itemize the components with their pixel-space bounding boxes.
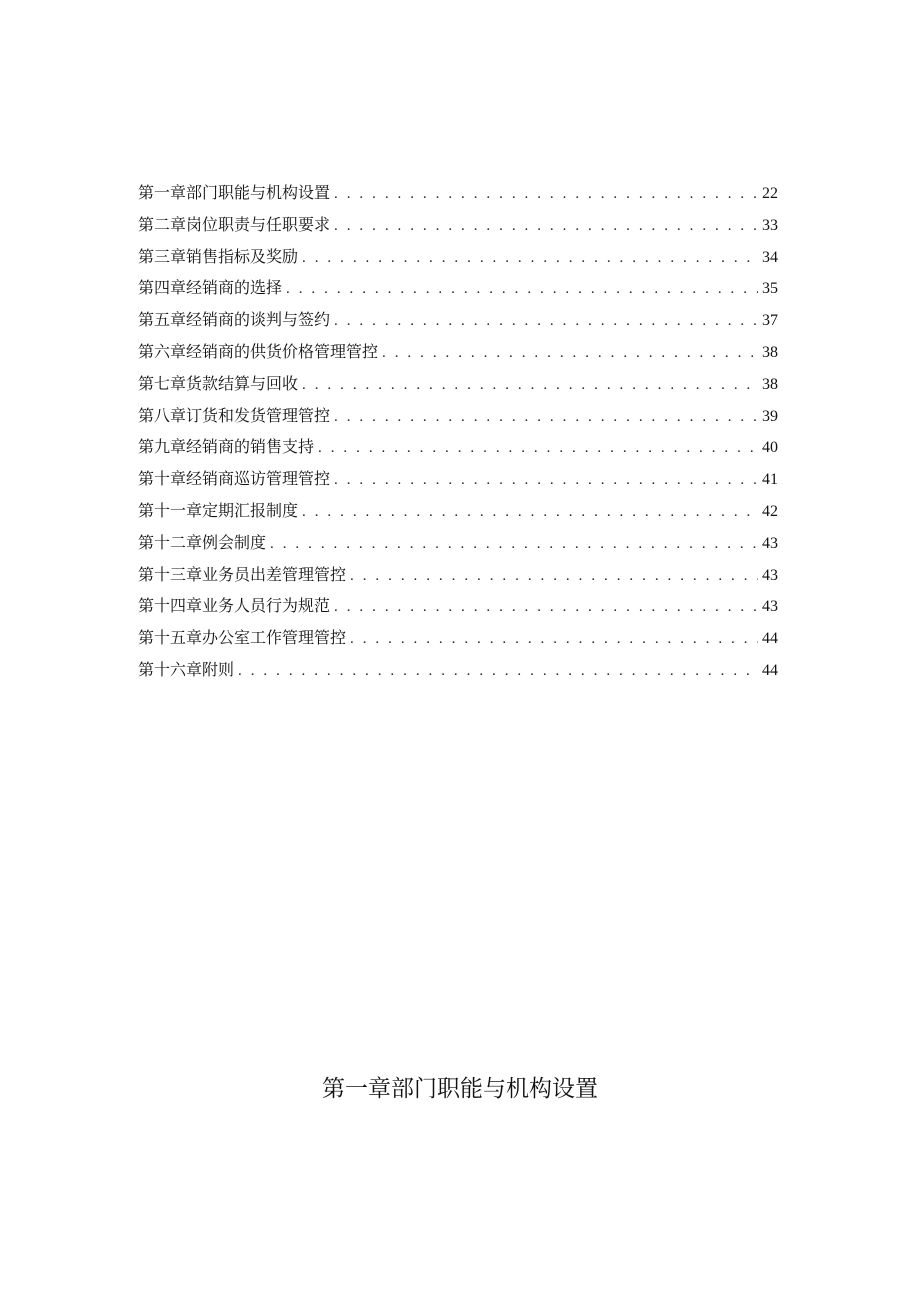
toc-leader-dots: [302, 370, 758, 402]
toc-entry-title: 第七章货款结算与回收: [138, 373, 299, 393]
toc-entry[interactable]: [138, 590, 778, 622]
toc-entry-title: 第一章部门职能与机构设置: [138, 183, 331, 202]
toc-entry-title: 第二章岗位职责与任职要求: [138, 214, 331, 234]
toc-entry-page: 44: [762, 630, 778, 648]
toc-entry-page: 35: [762, 280, 778, 298]
toc-entry[interactable]: [138, 622, 778, 654]
toc-entry[interactable]: [138, 336, 778, 368]
toc-leader-dots: [302, 497, 758, 529]
toc-leader-dots: [334, 592, 758, 624]
toc-entry[interactable]: [138, 272, 778, 304]
toc-entry-page: 40: [762, 439, 778, 457]
toc-entry[interactable]: [138, 177, 778, 209]
toc-entry[interactable]: [138, 368, 778, 400]
table-of-contents: [138, 177, 778, 686]
toc-entry[interactable]: [138, 463, 778, 495]
toc-entry[interactable]: [138, 400, 778, 432]
toc-entry-page: 33: [762, 216, 778, 234]
toc-entry-page: 38: [762, 375, 778, 393]
toc-entry-title: 第八章订货和发货管理管控: [138, 405, 331, 425]
toc-leader-dots: [302, 243, 758, 275]
toc-entry[interactable]: [138, 241, 778, 273]
toc-entry[interactable]: [138, 527, 778, 559]
toc-entry[interactable]: [138, 431, 778, 463]
toc-entry-page: 43: [762, 566, 778, 584]
toc-entry-title: 第三章销售指标及奖励: [138, 246, 299, 266]
toc-leader-dots: [350, 561, 758, 593]
toc-leader-dots: [334, 179, 758, 211]
toc-entry-title: 第十三章业务员出差管理管控: [138, 564, 347, 584]
toc-leader-dots: [318, 433, 758, 465]
toc-entry-title: 第十五章办公室工作管理管控: [138, 628, 347, 648]
toc-entry-page: 44: [762, 661, 778, 679]
toc-leader-dots: [270, 529, 758, 561]
toc-leader-dots: [382, 338, 758, 370]
toc-entry-page: 34: [762, 248, 778, 266]
toc-leader-dots: [334, 211, 758, 243]
toc-entry-title: 第十一章定期汇报制度: [138, 500, 299, 520]
toc-entry-title: 第十四章业务人员行为规范: [138, 596, 331, 616]
toc-entry-page: 43: [762, 598, 778, 616]
toc-entry-title: 第五章经销商的谈判与签约: [138, 310, 331, 330]
toc-entry-page: 38: [762, 343, 778, 361]
toc-leader-dots: [334, 306, 758, 338]
toc-entry-page: 42: [762, 502, 778, 520]
toc-leader-dots: [286, 274, 758, 306]
toc-entry-title: 第十章经销商巡访管理管控: [138, 469, 331, 489]
toc-entry-page: 41: [762, 471, 778, 489]
toc-entry-title: 第九章经销商的销售支持: [138, 437, 315, 457]
toc-entry-page: 37: [762, 312, 778, 330]
chapter-heading: 第一章部门职能与机构设置: [322, 1076, 598, 1102]
toc-entry[interactable]: [138, 495, 778, 527]
toc-entry-page: 39: [762, 407, 778, 425]
toc-leader-dots: [238, 656, 758, 688]
toc-entry-title: 第十六章附则: [138, 659, 235, 679]
toc-leader-dots: [334, 402, 758, 434]
toc-leader-dots: [334, 465, 758, 497]
toc-entry[interactable]: [138, 304, 778, 336]
toc-entry[interactable]: [138, 654, 778, 686]
toc-entry-page: 22: [762, 185, 778, 202]
toc-entry[interactable]: [138, 209, 778, 241]
toc-leader-dots: [350, 624, 758, 656]
toc-entry-title: 第十二章例会制度: [138, 532, 267, 552]
toc-entry-page: 43: [762, 534, 778, 552]
toc-entry[interactable]: [138, 559, 778, 591]
toc-entry-title: 第六章经销商的供货价格管理管控: [138, 341, 379, 361]
toc-entry-title: 第四章经销商的选择: [138, 278, 283, 298]
